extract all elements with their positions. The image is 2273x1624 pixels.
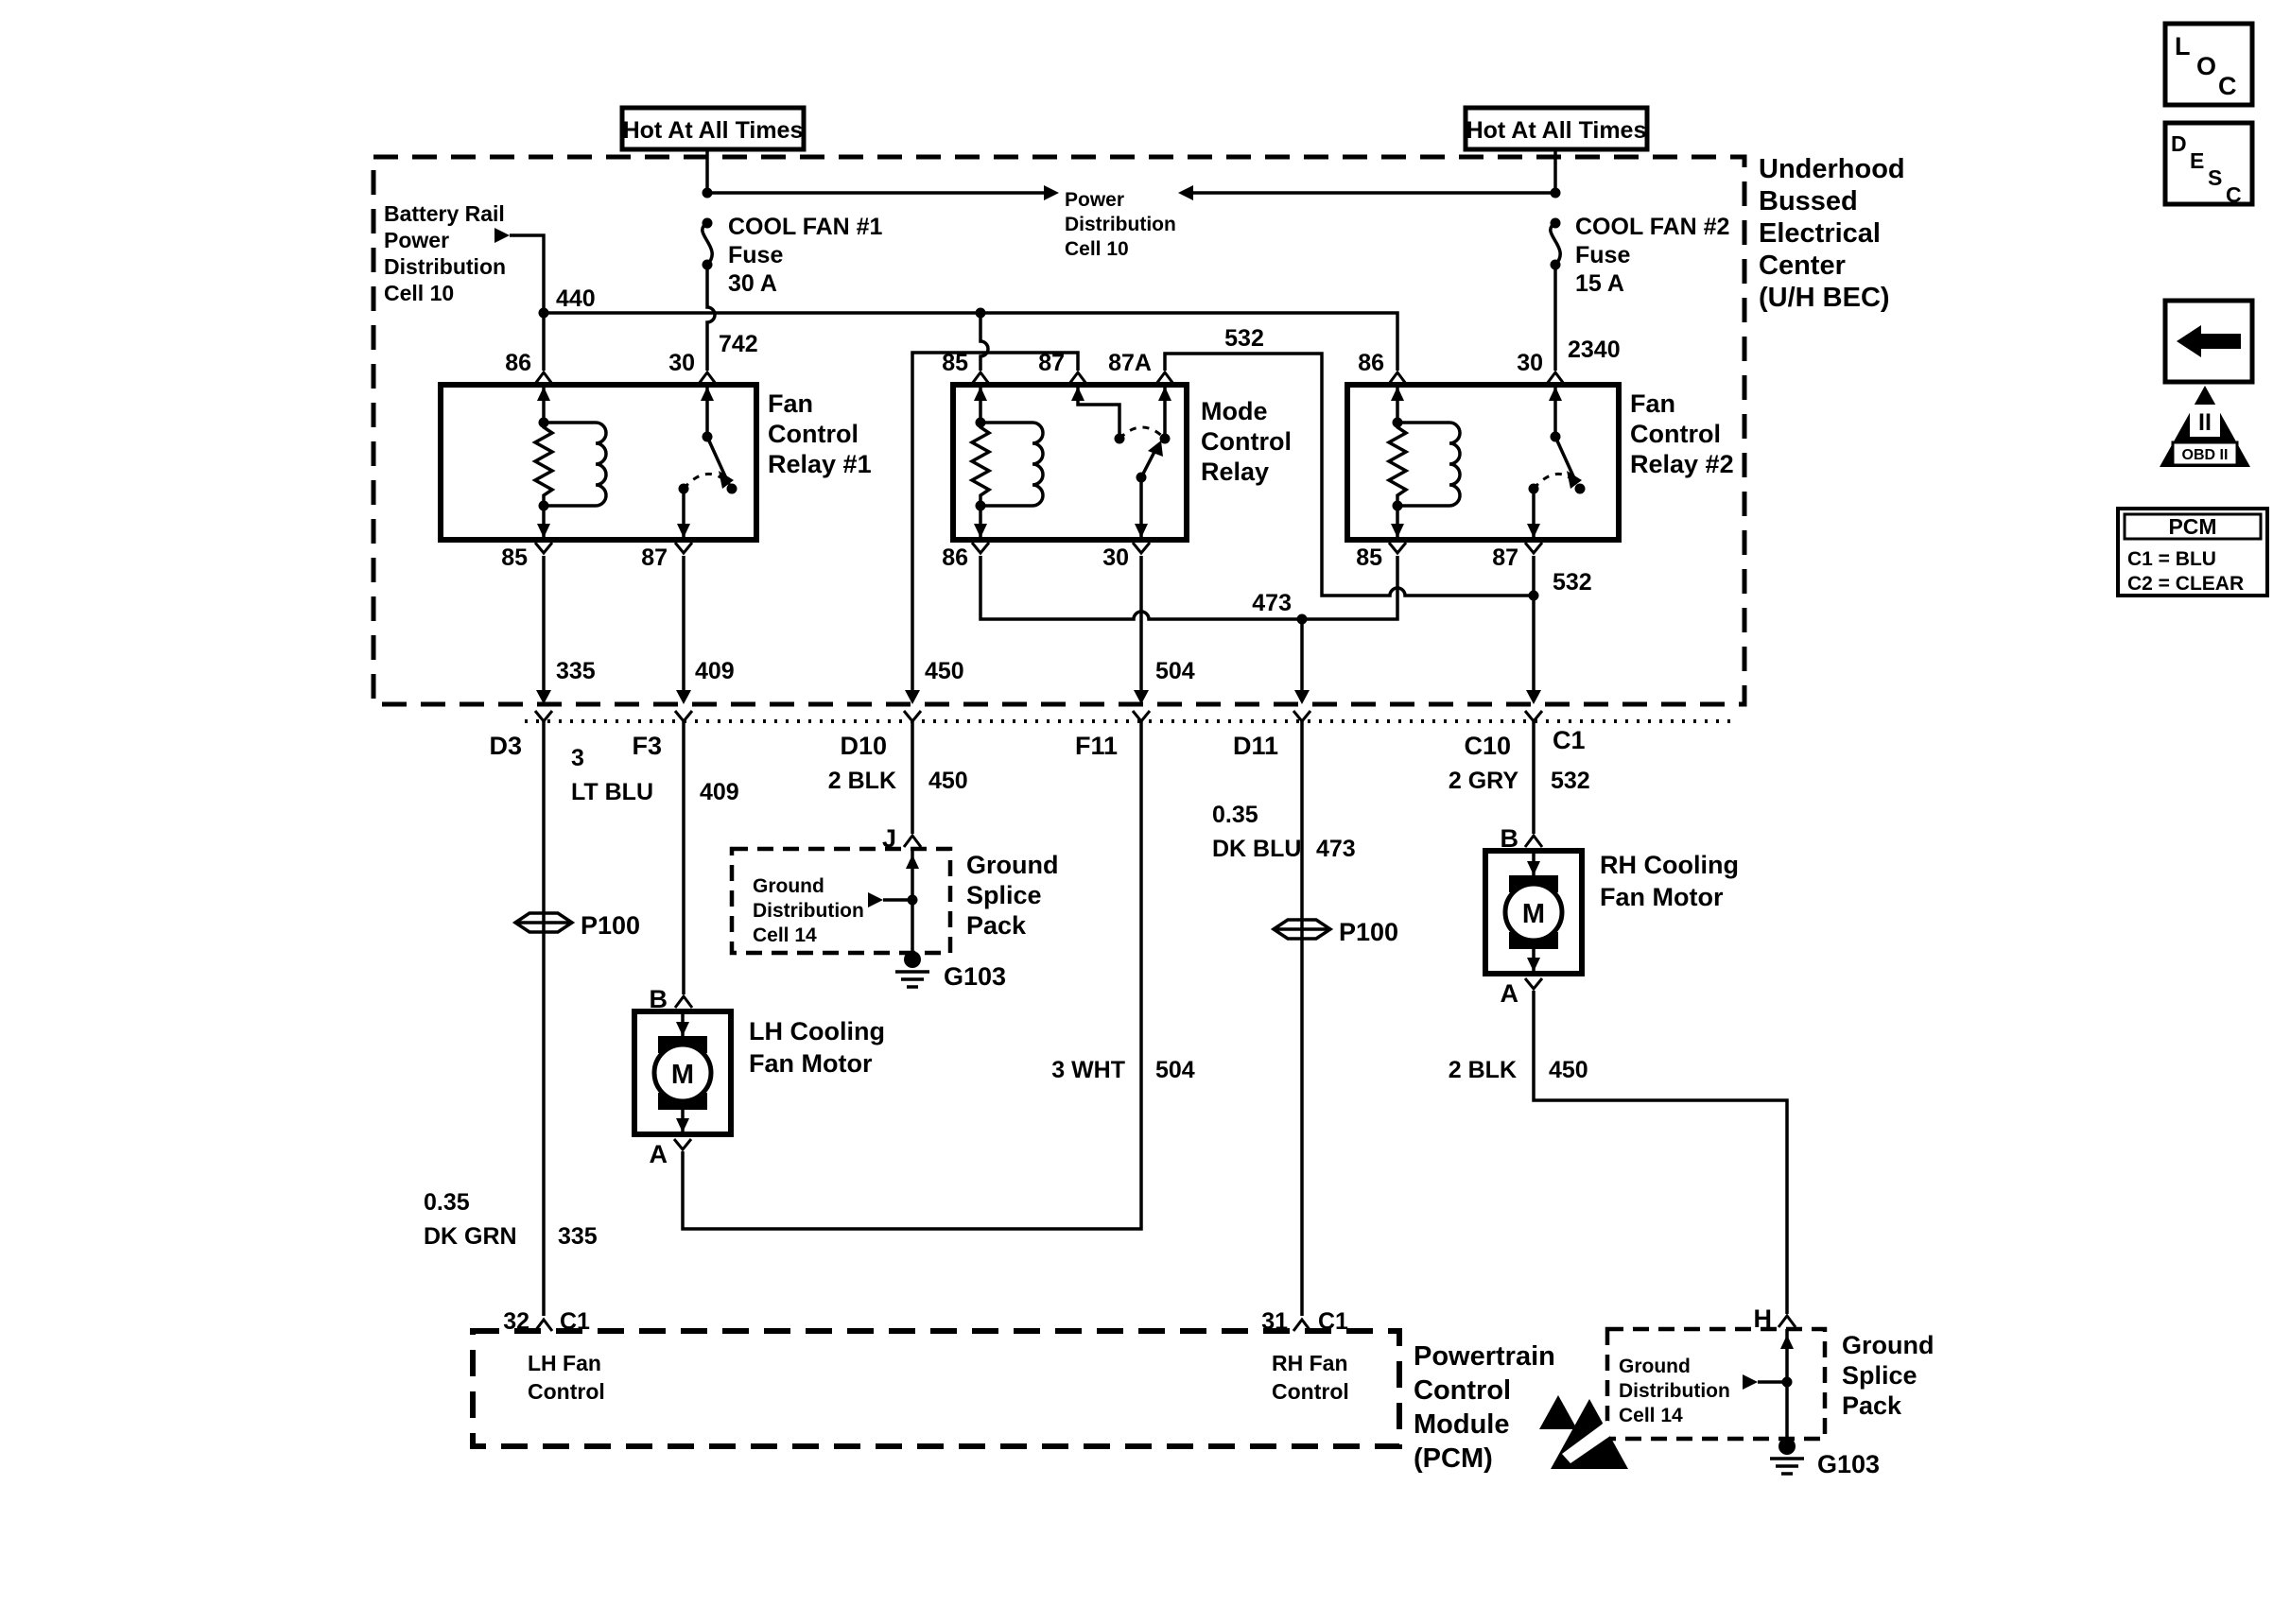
splice1-pin-label: J (881, 824, 896, 853)
fan-control-relay-2 (1347, 350, 1734, 571)
mode-coil-icon (980, 423, 1043, 506)
fuse1-line2: Fuse (728, 242, 784, 268)
pcm-rh1: RH Fan (1272, 1351, 1348, 1375)
power-dist-left-arrow-icon (1178, 185, 1193, 200)
c335-num: 335 (558, 1223, 598, 1250)
rh-cooling-fan-motor (1485, 824, 1739, 1008)
wires-to-connector (544, 556, 1534, 691)
desc-letter-c: C (2226, 182, 2242, 207)
c532-num: 532 (1551, 768, 1590, 794)
fuse2-line3: 15 A (1575, 270, 1624, 297)
relay2-name3: Relay #2 (1630, 450, 1734, 478)
loc-letter-l: L (2175, 32, 2191, 60)
relay2-pin87-label: 87 (1492, 544, 1518, 571)
ground-splice-pack-1 (732, 849, 1058, 991)
pcm-name4: (PCM) (1414, 1443, 1493, 1474)
mode-name2: Control (1201, 427, 1292, 456)
mode-pin85-label: 85 (942, 350, 968, 376)
pcm-connector-legend (2118, 509, 2267, 596)
esd-warning-icon (1539, 1395, 1628, 1469)
relay1-pin86-label: 86 (505, 350, 531, 376)
splice2-inner2: Distribution (1619, 1380, 1730, 1402)
c409-color: LT BLU (571, 779, 654, 805)
battery-rail-feed (384, 201, 544, 313)
pcm-lh2: Control (528, 1379, 605, 1404)
mode-name1: Mode (1201, 397, 1268, 425)
mode-resistor-icon (972, 423, 989, 506)
relay1-name2: Control (768, 420, 859, 448)
pcm-name3: Module (1414, 1409, 1510, 1440)
wire-409-label: 409 (695, 658, 735, 684)
desc-letter-d: D (2171, 131, 2187, 156)
splice1-inner2: Distribution (753, 900, 864, 922)
mode-pin87a-label: 87A (1108, 350, 1152, 376)
wire-450-label: 450 (925, 658, 964, 684)
connector-f3-label: F3 (632, 732, 662, 760)
relay2-pin86-label: 86 (1358, 350, 1384, 376)
lh-cooling-fan-motor (634, 985, 885, 1168)
mode-switch-arm (1141, 450, 1155, 477)
fuse2-element-icon (1551, 223, 1560, 265)
rh-motor-label1: RH Cooling (1600, 851, 1739, 879)
c473-color: DK BLU (1212, 836, 1302, 862)
uhbec-line1: Underhood (1759, 154, 1905, 184)
uhbec-line5: (U/H BEC) (1759, 283, 1890, 313)
splice1-gnd-label: G103 (944, 962, 1007, 991)
hot2-label: Hot At All Times (1466, 117, 1647, 144)
relay1-coil-icon (544, 423, 606, 506)
circuit-473 (1212, 721, 1398, 1316)
relay2-pin85-label: 85 (1356, 544, 1382, 571)
wire-504-label: 504 (1155, 658, 1195, 684)
fuse1-element-icon (703, 223, 712, 265)
legend-c1: C1 = BLU (2127, 548, 2216, 570)
c409-size: 3 (571, 745, 584, 771)
lh-motor-label1: LH Cooling (749, 1017, 885, 1045)
power-dist-right-arrow-icon (1044, 185, 1059, 200)
c450b-label: 2 BLK (1448, 1057, 1517, 1083)
legend-c2: C2 = CLEAR (2127, 573, 2245, 595)
c409-num: 409 (700, 779, 739, 805)
pcm-rh2: Control (1272, 1379, 1349, 1404)
mode-pin86-label: 86 (942, 544, 968, 571)
lh-motor-label2: Fan Motor (749, 1049, 873, 1078)
desc-letter-e: E (2190, 148, 2205, 173)
wire-473-mid-label: 473 (1252, 590, 1292, 616)
circuit-450-rh (1449, 991, 1796, 1333)
relay2-name2: Control (1630, 420, 1721, 448)
pcm-pin32-label: 32 (503, 1308, 529, 1335)
g103-ground-icon-1 (895, 951, 929, 987)
relay2-coil-icon (1397, 423, 1460, 506)
rh-motor-pin-a: A (1500, 979, 1518, 1008)
uhbec-enclosure (373, 157, 1744, 704)
wire-335-label: 335 (556, 658, 596, 684)
splice2-inner3: Cell 14 (1619, 1405, 1683, 1426)
mode-name3: Relay (1201, 458, 1270, 486)
relay1-name3: Relay #1 (768, 450, 872, 478)
wire-440-label: 440 (556, 285, 596, 312)
mode-control-relay (942, 350, 1292, 571)
relay1-pin87-label: 87 (641, 544, 668, 571)
splice1-inner1: Ground (753, 875, 824, 897)
wire-532-mid-label: 532 (1553, 569, 1592, 596)
loc-letter-o: O (2196, 52, 2217, 80)
wire-742-label: 742 (719, 331, 758, 357)
lh-motor-pin-a: A (649, 1140, 668, 1168)
battery-line4: Cell 10 (384, 281, 455, 305)
relay1-pin30-label: 30 (668, 350, 695, 376)
hot-at-all-times-1 (622, 108, 804, 149)
splice1-label2: Splice (966, 881, 1042, 909)
wire-450-elbow (912, 353, 1078, 691)
pcm-lh1: LH Fan (528, 1351, 601, 1375)
pcm-pin32-conn: C1 (560, 1308, 590, 1335)
relay2-switch-arm (1555, 437, 1574, 478)
uhbec-line2: Bussed (1759, 186, 1858, 216)
hot1-label: Hot At All Times (622, 117, 804, 144)
c335-color: DK GRN (424, 1223, 517, 1250)
rh-motor-m: M (1521, 899, 1546, 929)
battery-line1: Battery Rail (384, 201, 505, 226)
c504-num: 504 (1155, 1057, 1195, 1083)
connector-f11-label: F11 (1074, 732, 1118, 760)
c532-label: 2 GRY (1448, 768, 1518, 794)
legend-pcm-title: PCM (2168, 514, 2217, 539)
power-dist-line2: Distribution (1065, 214, 1176, 235)
connector-c10-label: C10 (1464, 732, 1511, 760)
power-distribution-line (703, 149, 1561, 260)
loc-icon (2165, 24, 2252, 105)
lh-motor-m: M (670, 1060, 695, 1090)
fuse1-line1: COOL FAN #1 (728, 214, 883, 240)
pcm-module (473, 1308, 1628, 1474)
battery-line3: Distribution (384, 254, 507, 279)
relay1-pin85-label: 85 (501, 544, 528, 571)
uhbec-title (1759, 154, 1905, 313)
c504-label: 3 WHT (1051, 1057, 1125, 1083)
splice2-pin-label: H (1753, 1304, 1772, 1333)
p100a-label: P100 (581, 911, 641, 940)
c335-size: 0.35 (424, 1189, 470, 1216)
relay1-resistor-icon (535, 423, 552, 506)
obd2-icon (2160, 386, 2250, 467)
desc-letter-s: S (2208, 165, 2223, 190)
pcm-pin31-label: 31 (1261, 1308, 1288, 1335)
power-dist-line3: Cell 10 (1065, 238, 1129, 260)
pcm-pin31-conn: C1 (1318, 1308, 1348, 1335)
c450a-label: 2 BLK (827, 768, 896, 794)
relay1-name1: Fan (768, 389, 814, 418)
battery-line2: Power (384, 228, 450, 252)
splice2-inner1: Ground (1619, 1356, 1691, 1377)
cool-fan-1-fuse (703, 214, 883, 371)
wire-2340-label: 2340 (1568, 337, 1621, 363)
circuit-504 (683, 721, 1195, 1229)
ground-splice-pack-2 (1607, 1329, 1934, 1478)
c473-num: 473 (1316, 836, 1356, 862)
fuse1-line3: 30 A (728, 270, 777, 297)
back-arrow-icon[interactable] (2165, 301, 2252, 382)
mode-pin30-label: 30 (1102, 544, 1129, 571)
power-dist-line1: Power (1065, 189, 1125, 211)
battery-arrow-icon (495, 228, 510, 243)
rh-motor-pin-b: B (1500, 824, 1518, 853)
relay2-pin30-label: 30 (1517, 350, 1543, 376)
uhbec-line4: Center (1759, 251, 1846, 281)
desc-icon (2165, 123, 2252, 207)
splice1-inner3: Cell 14 (753, 924, 817, 946)
relay2-resistor-icon (1389, 423, 1406, 506)
mode-pin87-label: 87 (1038, 350, 1065, 376)
connector-d11-label: D11 (1232, 732, 1278, 760)
c450a-num: 450 (928, 768, 968, 794)
pcm-name1: Powertrain (1414, 1341, 1555, 1372)
cool-fan-2-fuse (1551, 214, 1730, 371)
connector-d3-label: D3 (489, 732, 522, 760)
obd2-ii-label: II (2198, 409, 2212, 436)
loc-letter-c: C (2218, 72, 2237, 100)
g103-ground-icon-2 (1770, 1438, 1804, 1474)
bec-connector-row (489, 690, 1736, 760)
splice1-label1: Ground (966, 851, 1059, 879)
splice1-label3: Pack (966, 911, 1027, 940)
circuit-335 (424, 721, 640, 1316)
mode-switch-travel-arc (1119, 427, 1165, 439)
connector-d10-label: D10 (840, 732, 887, 760)
c473-size: 0.35 (1212, 802, 1258, 828)
splice2-label1: Ground (1842, 1331, 1935, 1359)
circuit-409 (571, 721, 739, 994)
obd2-label: OBD II (2181, 447, 2229, 463)
splice2-gnd-label: G103 (1817, 1450, 1881, 1478)
lh-motor-pin-b: B (649, 985, 668, 1013)
relay1-switch-arm (707, 437, 726, 478)
splice2-label2: Splice (1842, 1361, 1917, 1390)
fan-control-relay-1 (441, 350, 872, 571)
pcm-name2: Control (1414, 1375, 1512, 1406)
fuse2-line2: Fuse (1575, 242, 1631, 268)
hot-at-all-times-2 (1466, 108, 1647, 149)
relay2-name1: Fan (1630, 389, 1676, 418)
connector-c1-label: C1 (1553, 726, 1586, 754)
p100b-label: P100 (1339, 918, 1399, 946)
splice2-label3: Pack (1842, 1391, 1902, 1420)
wire-532-top-label: 532 (1224, 325, 1264, 352)
fuse2-line1: COOL FAN #2 (1575, 214, 1730, 240)
rh-motor-label2: Fan Motor (1600, 883, 1724, 911)
c450b-num: 450 (1549, 1057, 1588, 1083)
uhbec-line3: Electrical (1759, 218, 1881, 249)
